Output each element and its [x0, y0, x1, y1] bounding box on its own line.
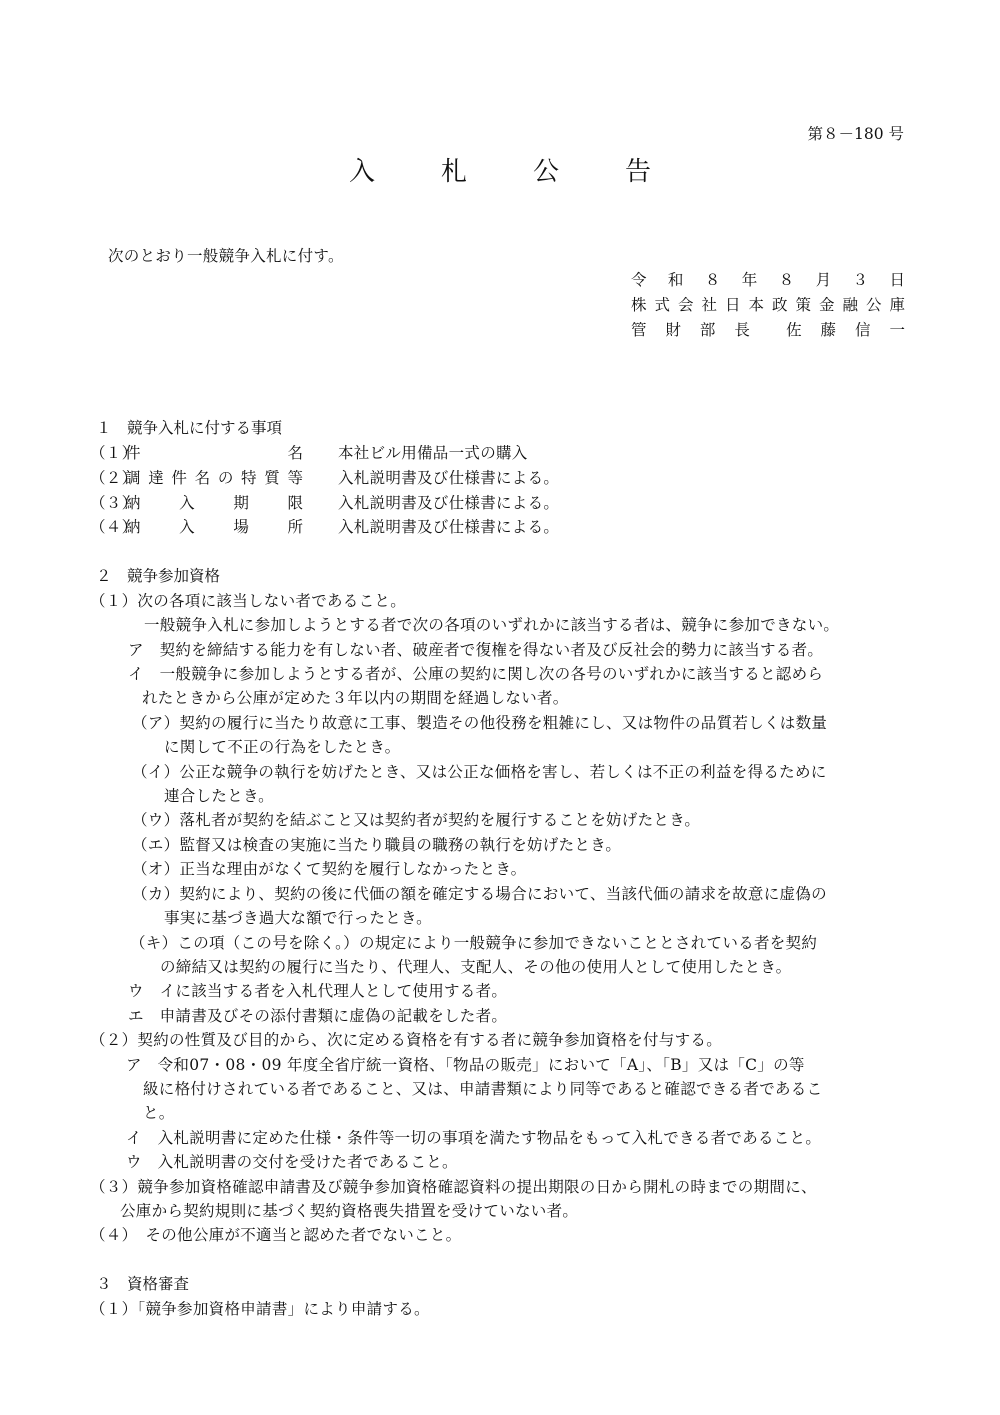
paragraph-line: （４） その他公庫が不適当と認めた者でないこと。: [90, 1226, 462, 1244]
issue-date: 令 和 ８ 年 ８ 月 ３ 日: [631, 271, 905, 289]
paragraph-line: （ウ）落札者が契約を結ぶこと又は契約者が契約を履行することを妨げたとき。: [132, 811, 701, 829]
item-label: 納 入 期 限: [125, 494, 303, 512]
paragraph-line: ウ イに該当する者を入札代理人として使用する者。: [128, 982, 508, 1000]
paragraph-line: エ 申請書及びその添付書類に虚偽の記載をした者。: [128, 1007, 508, 1025]
paragraph-line: ア 令和07・08・09 年度全省庁統一資格、「物品の販売」において「A」、「B」又は「C」の等: [126, 1056, 805, 1074]
paragraph-line: 連合したとき。: [164, 787, 274, 805]
paragraph-line: （１）「競争参加資格申請書」により申請する。: [90, 1300, 430, 1318]
item-value: 本社ビル用備品一式の購入: [338, 444, 528, 462]
intro-text: 次のとおり一般競争入札に付す。: [108, 247, 344, 265]
paragraph-line: 一般競争入札に参加しようとする者で次の各項のいずれかに該当する者は、競争に参加できない。: [144, 616, 840, 634]
paragraph-line: （カ）契約により、契約の後に代価の額を確定する場合において、当該代価の請求を故意に虚偽の: [132, 885, 827, 903]
paragraph-line: と。: [143, 1104, 175, 1122]
paragraph-line: 公庫から契約規則に基づく契約資格喪失措置を受けていない者。: [120, 1202, 579, 1220]
paragraph-line: （エ）監督又は検査の実施に当たり職員の職務の執行を妨げたとき。: [132, 836, 622, 854]
paragraph-line: （２）契約の性質及び目的から、次に定める資格を有する者に競争参加資格を付与する。: [90, 1031, 723, 1049]
paragraph-line: 級に格付けされている者であること、又は、申請書類により同等であると確認できる者であるこ: [143, 1080, 823, 1098]
item-number: （３）: [90, 494, 138, 512]
section-2-heading: ２ 競争参加資格: [96, 567, 221, 585]
section-3-heading: ３ 資格審査: [96, 1275, 190, 1293]
item-number: （４）: [90, 518, 138, 536]
paragraph-line: （３）競争参加資格確認申請書及び競争参加資格確認資料の提出期限の日から開札の時までの期間に、: [90, 1178, 817, 1196]
item-number: （１）: [90, 444, 138, 462]
issuer-person: 管 財 部 長 佐 藤 信 一: [631, 321, 905, 339]
paragraph-line: （オ）正当な理由がなくて契約を履行しなかったとき。: [132, 860, 527, 878]
item-value: 入札説明書及び仕様書による。: [338, 518, 560, 536]
paragraph-line: イ 一般競争に参加しようとする者が、公庫の契約に関し次の各号のいずれかに該当すると認めら: [128, 665, 824, 683]
item-label: 件 名: [125, 444, 303, 462]
paragraph-line: （イ）公正な競争の執行を妨げたとき、又は公正な価格を害し、若しくは不正の利益を得るために: [132, 763, 827, 781]
paragraph-line: （ア）契約の履行に当たり故意に工事、製造その他役務を粗雑にし、又は物件の品質若しくは数量: [132, 714, 828, 732]
issuer-organization: 株式会社日本政策金融公庫: [631, 296, 905, 314]
paragraph-line: ア 契約を締結する能力を有しない者、破産者で復権を得ない者及び反社会的勢力に該当する者。: [128, 641, 824, 659]
item-value: 入札説明書及び仕様書による。: [338, 469, 560, 487]
item-label: 調達件名の特質等: [125, 469, 303, 487]
section-1-heading: １ 競争入札に付する事項: [96, 419, 283, 437]
paragraph-line: イ 入札説明書に定めた仕様・条件等一切の事項を満たす物品をもって入札できる者であること。: [126, 1129, 822, 1147]
paragraph-line: れたときから公庫が定めた３年以内の期間を経過しない者。: [142, 689, 569, 707]
paragraph-line: （キ）この項（この号を除く。）の規定により一般競争に参加できないこととされている者を契約: [130, 934, 818, 952]
paragraph-line: （１）次の各項に該当しない者であること。: [90, 592, 407, 610]
paragraph-line: ウ 入札説明書の交付を受けた者であること。: [126, 1153, 458, 1171]
page-title: 入 札 公 告: [348, 157, 671, 187]
paragraph-line: の締結又は契約の履行に当たり、代理人、支配人、その他の使用人として使用したとき。: [160, 958, 792, 976]
item-label: 納 入 場 所: [125, 518, 303, 536]
document-number: 第８－180 号: [807, 125, 904, 143]
item-value: 入札説明書及び仕様書による。: [338, 494, 560, 512]
item-number: （２）: [90, 469, 138, 487]
paragraph-line: 事実に基づき過大な額で行ったとき。: [164, 909, 432, 927]
paragraph-line: に関して不正の行為をしたとき。: [164, 738, 401, 756]
